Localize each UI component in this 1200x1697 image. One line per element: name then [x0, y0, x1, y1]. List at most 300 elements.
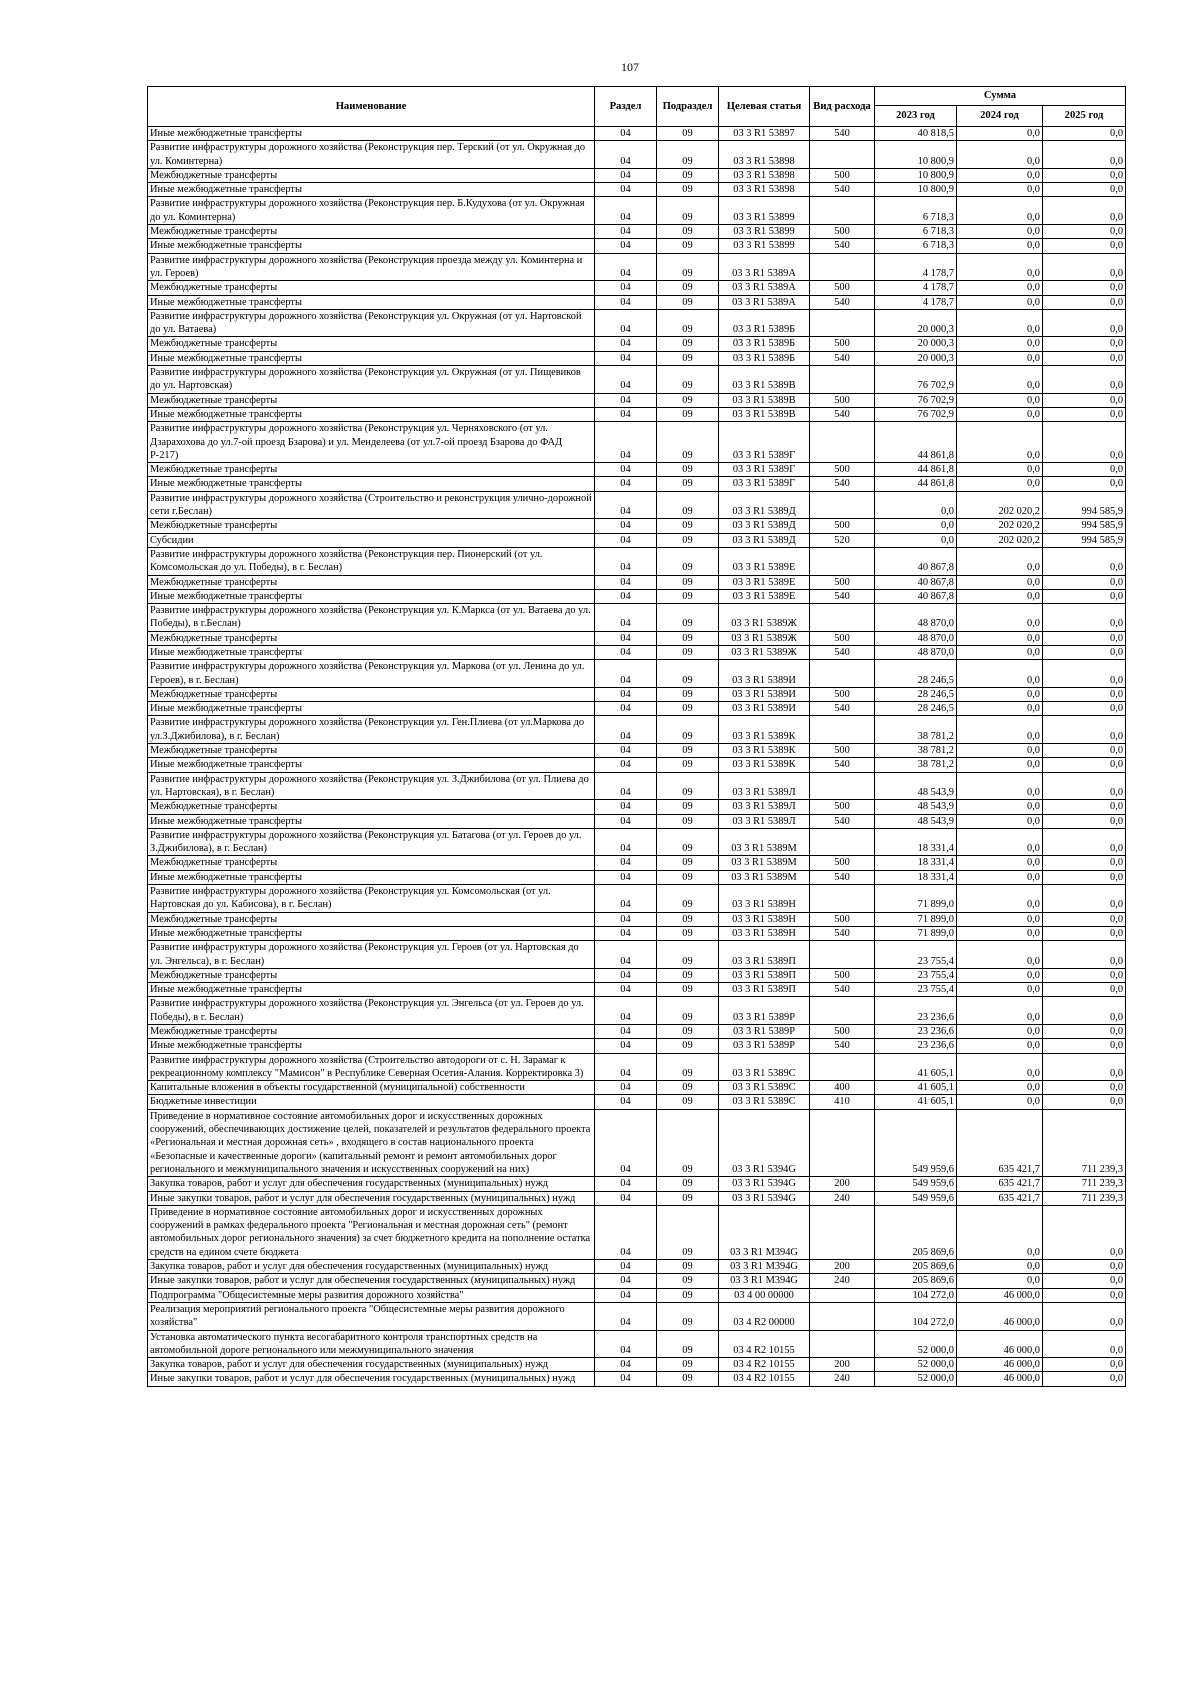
cell-2024: 0,0 [957, 983, 1043, 997]
cell-section: 04 [595, 968, 657, 982]
header-2024: 2024 год [957, 106, 1043, 127]
cell-2024: 0,0 [957, 463, 1043, 477]
cell-name: Развитие инфраструктуры дорожного хозяйства (Строительство и реконструкция улично-дорожной сети г.Беслан) [148, 491, 595, 519]
cell-2025: 0,0 [1043, 366, 1126, 394]
table-row [148, 1039, 1126, 1053]
cell-name: Иные межбюджетные трансферты [148, 589, 595, 603]
cell-name: Развитие инфраструктуры дорожного хозяйства (Реконструкция ул. Героев (от ул. Нартовская до ул. Энгельса), в г. Беслан) [148, 941, 595, 969]
table-row [148, 997, 1126, 1025]
cell-target: 03 3 R1 5389Д [719, 519, 810, 533]
cell-target: 03 3 R1 53899 [719, 239, 810, 253]
cell-section: 04 [595, 225, 657, 239]
cell-name: Развитие инфраструктуры дорожного хозяйства (Реконструкция ул. Ген.Плиева (от ул.Маркова до ул.З.Джибилова), в г. Беслан) [148, 716, 595, 744]
cell-target: 03 3 R1 53897 [719, 127, 810, 141]
table-row [148, 645, 1126, 659]
cell-kind: 540 [810, 351, 875, 365]
cell-2025: 0,0 [1043, 744, 1126, 758]
cell-2024: 0,0 [957, 422, 1043, 463]
cell-2024: 635 421,7 [957, 1191, 1043, 1205]
cell-subsection: 09 [657, 1288, 719, 1302]
cell-section: 04 [595, 645, 657, 659]
table-row [148, 197, 1126, 225]
cell-2024: 0,0 [957, 141, 1043, 169]
cell-2023: 205 869,6 [875, 1205, 957, 1259]
cell-2025: 0,0 [1043, 422, 1126, 463]
cell-target: 03 4 R2 10155 [719, 1372, 810, 1386]
cell-target: 03 3 R1 5389К [719, 744, 810, 758]
cell-2023: 4 178,7 [875, 253, 957, 281]
cell-2025: 0,0 [1043, 604, 1126, 632]
cell-section: 04 [595, 744, 657, 758]
cell-2024: 0,0 [957, 295, 1043, 309]
cell-target: 03 3 R1 5389К [719, 758, 810, 772]
header-2025: 2025 год [1043, 106, 1126, 127]
cell-section: 04 [595, 926, 657, 940]
cell-name: Межбюджетные трансферты [148, 168, 595, 182]
cell-2025: 0,0 [1043, 926, 1126, 940]
table-row [148, 183, 1126, 197]
cell-name: Капитальные вложения в объекты государственной (муниципальной) собственности [148, 1081, 595, 1095]
cell-subsection: 09 [657, 687, 719, 701]
header-target: Целевая статья [719, 87, 810, 127]
cell-2024: 0,0 [957, 604, 1043, 632]
cell-subsection: 09 [657, 800, 719, 814]
cell-subsection: 09 [657, 239, 719, 253]
cell-name: Иные закупки товаров, работ и услуг для обеспечения государственных (муниципальных) нужд [148, 1372, 595, 1386]
cell-subsection: 09 [657, 885, 719, 913]
cell-subsection: 09 [657, 1109, 719, 1176]
cell-name: Межбюджетные трансферты [148, 575, 595, 589]
cell-2023: 52 000,0 [875, 1372, 957, 1386]
cell-2023: 76 702,9 [875, 393, 957, 407]
cell-section: 04 [595, 912, 657, 926]
cell-2024: 0,0 [957, 1025, 1043, 1039]
cell-2024: 0,0 [957, 885, 1043, 913]
table-row [148, 1205, 1126, 1259]
cell-2024: 202 020,2 [957, 491, 1043, 519]
cell-section: 04 [595, 1330, 657, 1358]
cell-name: Иные межбюджетные трансферты [148, 407, 595, 421]
cell-target: 03 3 R1 5389Р [719, 1039, 810, 1053]
cell-subsection: 09 [657, 225, 719, 239]
table-row [148, 870, 1126, 884]
table-row [148, 281, 1126, 295]
table-row [148, 758, 1126, 772]
cell-kind: 540 [810, 239, 875, 253]
cell-2023: 23 755,4 [875, 968, 957, 982]
cell-subsection: 09 [657, 1372, 719, 1386]
cell-subsection: 09 [657, 814, 719, 828]
cell-2025: 0,0 [1043, 968, 1126, 982]
cell-2024: 0,0 [957, 183, 1043, 197]
cell-2023: 71 899,0 [875, 885, 957, 913]
cell-target: 03 3 R1 5389Г [719, 463, 810, 477]
cell-kind: 540 [810, 983, 875, 997]
cell-target: 03 3 R1 5389В [719, 366, 810, 394]
cell-2025: 0,0 [1043, 1260, 1126, 1274]
cell-2024: 202 020,2 [957, 519, 1043, 533]
cell-section: 04 [595, 716, 657, 744]
header-sum: Сумма [875, 87, 1126, 106]
table-row [148, 702, 1126, 716]
cell-kind [810, 1205, 875, 1259]
cell-target: 03 3 R1 5389Л [719, 814, 810, 828]
cell-section: 04 [595, 1302, 657, 1330]
cell-2025: 0,0 [1043, 1205, 1126, 1259]
cell-name: Межбюджетные трансферты [148, 856, 595, 870]
cell-2025: 0,0 [1043, 1302, 1126, 1330]
cell-2023: 6 718,3 [875, 197, 957, 225]
cell-2024: 202 020,2 [957, 533, 1043, 547]
cell-2023: 52 000,0 [875, 1358, 957, 1372]
cell-2025: 0,0 [1043, 547, 1126, 575]
cell-2024: 0,0 [957, 800, 1043, 814]
cell-section: 04 [595, 253, 657, 281]
cell-2024: 0,0 [957, 351, 1043, 365]
cell-2024: 46 000,0 [957, 1358, 1043, 1372]
cell-2025: 711 239,3 [1043, 1109, 1126, 1176]
cell-section: 04 [595, 604, 657, 632]
cell-name: Межбюджетные трансферты [148, 393, 595, 407]
cell-name: Развитие инфраструктуры дорожного хозяйства (Реконструкция ул. Черняховского (от ул. Дзарахохова до ул.7-ой проезд Бзарова) и ул. Менделеева (от ул.7-ой проезд Бзарова до ФАД Р-217) [148, 422, 595, 463]
cell-target: 03 3 R1 53898 [719, 168, 810, 182]
cell-2024: 0,0 [957, 814, 1043, 828]
cell-section: 04 [595, 337, 657, 351]
cell-name: Межбюджетные трансферты [148, 337, 595, 351]
cell-2023: 41 605,1 [875, 1095, 957, 1109]
cell-kind: 540 [810, 1039, 875, 1053]
cell-2024: 0,0 [957, 645, 1043, 659]
cell-name: Субсидии [148, 533, 595, 547]
cell-subsection: 09 [657, 856, 719, 870]
cell-name: Межбюджетные трансферты [148, 744, 595, 758]
cell-section: 04 [595, 393, 657, 407]
cell-kind: 500 [810, 281, 875, 295]
cell-kind: 400 [810, 1081, 875, 1095]
cell-subsection: 09 [657, 926, 719, 940]
cell-kind: 540 [810, 645, 875, 659]
cell-name: Закупка товаров, работ и услуг для обеспечения государственных (муниципальных) нужд [148, 1177, 595, 1191]
cell-2023: 6 718,3 [875, 239, 957, 253]
cell-target: 03 3 R1 5389М [719, 870, 810, 884]
cell-kind: 500 [810, 744, 875, 758]
cell-kind [810, 197, 875, 225]
cell-target: 03 3 R1 5389Б [719, 337, 810, 351]
table-row [148, 575, 1126, 589]
table-row [148, 716, 1126, 744]
cell-name: Установка автоматического пункта весогабаритного контроля транспортных средств на автомобильной дороге регионального или межмуниципального значения [148, 1330, 595, 1358]
table-row [148, 912, 1126, 926]
cell-subsection: 09 [657, 1358, 719, 1372]
table-row [148, 631, 1126, 645]
cell-section: 04 [595, 1177, 657, 1191]
cell-section: 04 [595, 1260, 657, 1274]
cell-2024: 46 000,0 [957, 1372, 1043, 1386]
table-row [148, 828, 1126, 856]
cell-2025: 0,0 [1043, 141, 1126, 169]
cell-name: Межбюджетные трансферты [148, 463, 595, 477]
cell-2025: 0,0 [1043, 407, 1126, 421]
cell-target: 03 3 R1 5389В [719, 393, 810, 407]
cell-section: 04 [595, 828, 657, 856]
cell-section: 04 [595, 885, 657, 913]
cell-kind: 240 [810, 1372, 875, 1386]
table-row [148, 141, 1126, 169]
cell-section: 04 [595, 800, 657, 814]
cell-2023: 40 867,8 [875, 575, 957, 589]
cell-2023: 549 959,6 [875, 1191, 957, 1205]
table-row [148, 253, 1126, 281]
cell-2025: 0,0 [1043, 631, 1126, 645]
cell-subsection: 09 [657, 366, 719, 394]
cell-2023: 48 543,9 [875, 814, 957, 828]
cell-target: 03 3 R1 5394G [719, 1177, 810, 1191]
cell-2023: 23 755,4 [875, 941, 957, 969]
cell-kind: 410 [810, 1095, 875, 1109]
cell-subsection: 09 [657, 645, 719, 659]
cell-2023: 48 870,0 [875, 631, 957, 645]
table-header [148, 87, 1126, 127]
table-row [148, 239, 1126, 253]
cell-name: Иные межбюджетные трансферты [148, 702, 595, 716]
cell-subsection: 09 [657, 1274, 719, 1288]
cell-name: Межбюджетные трансферты [148, 631, 595, 645]
table-row [148, 366, 1126, 394]
cell-subsection: 09 [657, 253, 719, 281]
cell-kind: 540 [810, 407, 875, 421]
cell-kind: 240 [810, 1274, 875, 1288]
cell-target: 03 4 00 00000 [719, 1288, 810, 1302]
cell-2024: 0,0 [957, 772, 1043, 800]
cell-subsection: 09 [657, 575, 719, 589]
cell-2024: 0,0 [957, 547, 1043, 575]
cell-section: 04 [595, 351, 657, 365]
table-row [148, 1330, 1126, 1358]
cell-2024: 0,0 [957, 744, 1043, 758]
cell-target: 03 3 R1 5389Ж [719, 645, 810, 659]
cell-section: 04 [595, 547, 657, 575]
cell-subsection: 09 [657, 491, 719, 519]
cell-2023: 52 000,0 [875, 1330, 957, 1358]
cell-2023: 20 000,3 [875, 351, 957, 365]
cell-2023: 28 246,5 [875, 660, 957, 688]
cell-kind: 500 [810, 337, 875, 351]
table-row [148, 885, 1126, 913]
cell-2024: 46 000,0 [957, 1288, 1043, 1302]
cell-2024: 0,0 [957, 309, 1043, 337]
cell-section: 04 [595, 772, 657, 800]
cell-name: Иные межбюджетные трансферты [148, 1039, 595, 1053]
cell-2025: 0,0 [1043, 1053, 1126, 1081]
cell-kind [810, 1288, 875, 1302]
table-row [148, 168, 1126, 182]
cell-2024: 0,0 [957, 253, 1043, 281]
cell-2025: 0,0 [1043, 941, 1126, 969]
cell-name: Развитие инфраструктуры дорожного хозяйства (Реконструкция ул. Батагова (от ул. Героев до ул. З.Джибилова), в г. Беслан) [148, 828, 595, 856]
cell-subsection: 09 [657, 660, 719, 688]
table-row [148, 1095, 1126, 1109]
table-row [148, 1081, 1126, 1095]
cell-target: 03 3 R1 5389Л [719, 772, 810, 800]
cell-target: 03 3 R1 5389Г [719, 422, 810, 463]
cell-subsection: 09 [657, 1260, 719, 1274]
table-row [148, 337, 1126, 351]
cell-subsection: 09 [657, 127, 719, 141]
cell-section: 04 [595, 1095, 657, 1109]
cell-2024: 0,0 [957, 337, 1043, 351]
cell-subsection: 09 [657, 997, 719, 1025]
cell-subsection: 09 [657, 941, 719, 969]
cell-2025: 0,0 [1043, 814, 1126, 828]
cell-target: 03 3 R1 М394G [719, 1205, 810, 1259]
cell-section: 04 [595, 1288, 657, 1302]
table-row [148, 1191, 1126, 1205]
cell-2023: 76 702,9 [875, 366, 957, 394]
cell-2023: 10 800,9 [875, 141, 957, 169]
cell-2025: 994 585,9 [1043, 491, 1126, 519]
cell-kind: 540 [810, 295, 875, 309]
cell-2023: 0,0 [875, 519, 957, 533]
cell-name: Развитие инфраструктуры дорожного хозяйства (Строительство автодороги от с. Н. Зарамаг к рекреационному комплексу "Мамисон" в Республике Северная Осетия-Алания. Корректировка 3) [148, 1053, 595, 1081]
cell-kind [810, 253, 875, 281]
cell-subsection: 09 [657, 407, 719, 421]
cell-name: Иные закупки товаров, работ и услуг для обеспечения государственных (муниципальных) нужд [148, 1191, 595, 1205]
cell-section: 04 [595, 533, 657, 547]
cell-2025: 0,0 [1043, 702, 1126, 716]
cell-section: 04 [595, 1081, 657, 1095]
cell-target: 03 4 R2 10155 [719, 1358, 810, 1372]
cell-2025: 0,0 [1043, 477, 1126, 491]
cell-kind [810, 716, 875, 744]
cell-2024: 46 000,0 [957, 1302, 1043, 1330]
cell-2023: 205 869,6 [875, 1260, 957, 1274]
cell-2025: 0,0 [1043, 225, 1126, 239]
cell-subsection: 09 [657, 1330, 719, 1358]
cell-2025: 0,0 [1043, 239, 1126, 253]
cell-kind: 200 [810, 1358, 875, 1372]
cell-2025: 0,0 [1043, 1025, 1126, 1039]
cell-2023: 549 959,6 [875, 1177, 957, 1191]
cell-2023: 48 870,0 [875, 645, 957, 659]
cell-target: 03 3 R1 5389Е [719, 547, 810, 575]
cell-2024: 0,0 [957, 393, 1043, 407]
cell-subsection: 09 [657, 309, 719, 337]
cell-subsection: 09 [657, 463, 719, 477]
cell-2023: 41 605,1 [875, 1053, 957, 1081]
table-row [148, 800, 1126, 814]
budget-table [147, 86, 1126, 1387]
cell-kind [810, 604, 875, 632]
table-row [148, 519, 1126, 533]
page-number: 107 [621, 60, 639, 74]
cell-name: Приведение в нормативное состояние автомобильных дорог и искусственных дорожных сооружений в рамках федерального проекта "Региональная и местная дорожная сеть" (ремонт автомобильных дорог регионального значения) за счет бюджетного кредита на пополнение остатка средств на едином счете бюджета [148, 1205, 595, 1259]
header-subsection: Подраздел [657, 87, 719, 127]
cell-target: 03 3 R1 5389Р [719, 1025, 810, 1039]
cell-2025: 0,0 [1043, 1095, 1126, 1109]
cell-section: 04 [595, 1039, 657, 1053]
table-row [148, 926, 1126, 940]
cell-2025: 0,0 [1043, 253, 1126, 281]
table-row [148, 477, 1126, 491]
cell-2023: 10 800,9 [875, 183, 957, 197]
cell-name: Развитие инфраструктуры дорожного хозяйства (Реконструкция пер. Пионерский (от ул. Комсомольская до ул. Победы), в г. Беслан) [148, 547, 595, 575]
cell-name: Иные закупки товаров, работ и услуг для обеспечения государственных (муниципальных) нужд [148, 1274, 595, 1288]
cell-section: 04 [595, 239, 657, 253]
cell-2023: 44 861,8 [875, 463, 957, 477]
cell-subsection: 09 [657, 477, 719, 491]
table-row [148, 589, 1126, 603]
table-row [148, 491, 1126, 519]
cell-2025: 0,0 [1043, 1274, 1126, 1288]
cell-2023: 4 178,7 [875, 295, 957, 309]
table-row [148, 309, 1126, 337]
header-2023: 2023 год [875, 106, 957, 127]
cell-2024: 0,0 [957, 1053, 1043, 1081]
cell-target: 03 3 R1 5389А [719, 295, 810, 309]
cell-subsection: 09 [657, 422, 719, 463]
cell-2023: 23 236,6 [875, 997, 957, 1025]
cell-kind [810, 772, 875, 800]
cell-subsection: 09 [657, 1205, 719, 1259]
cell-2023: 44 861,8 [875, 422, 957, 463]
cell-2024: 0,0 [957, 477, 1043, 491]
cell-2023: 104 272,0 [875, 1302, 957, 1330]
cell-kind: 500 [810, 393, 875, 407]
cell-kind [810, 422, 875, 463]
cell-section: 04 [595, 463, 657, 477]
cell-kind: 520 [810, 533, 875, 547]
table-row [148, 814, 1126, 828]
cell-2025: 0,0 [1043, 197, 1126, 225]
table-row [148, 351, 1126, 365]
cell-name: Развитие инфраструктуры дорожного хозяйства (Реконструкция пер. Б.Кудухова (от ул. Окружная до ул. Коминтерна) [148, 197, 595, 225]
cell-section: 04 [595, 407, 657, 421]
cell-section: 04 [595, 687, 657, 701]
cell-name: Развитие инфраструктуры дорожного хозяйства (Реконструкция ул. Окружная (от ул. Пищевиков до ул. Нартовская) [148, 366, 595, 394]
cell-2023: 38 781,2 [875, 758, 957, 772]
cell-target: 03 3 R1 5389Р [719, 997, 810, 1025]
table-row [148, 604, 1126, 632]
cell-section: 04 [595, 295, 657, 309]
cell-2025: 0,0 [1043, 1039, 1126, 1053]
cell-2024: 0,0 [957, 366, 1043, 394]
cell-subsection: 09 [657, 1191, 719, 1205]
cell-2023: 76 702,9 [875, 407, 957, 421]
cell-name: Развитие инфраструктуры дорожного хозяйства (Реконструкция ул. Энгельса (от ул. Героев до ул. Победы), в г. Беслан) [148, 997, 595, 1025]
table-row [148, 744, 1126, 758]
cell-section: 04 [595, 491, 657, 519]
cell-2025: 0,0 [1043, 912, 1126, 926]
cell-2024: 0,0 [957, 870, 1043, 884]
cell-target: 03 3 R1 5394G [719, 1191, 810, 1205]
cell-section: 04 [595, 366, 657, 394]
cell-subsection: 09 [657, 631, 719, 645]
cell-2025: 0,0 [1043, 997, 1126, 1025]
cell-section: 04 [595, 1053, 657, 1081]
cell-section: 04 [595, 575, 657, 589]
cell-2024: 0,0 [957, 1205, 1043, 1259]
cell-subsection: 09 [657, 197, 719, 225]
cell-kind: 500 [810, 575, 875, 589]
cell-section: 04 [595, 519, 657, 533]
cell-target: 03 3 R1 5389И [719, 660, 810, 688]
cell-name: Межбюджетные трансферты [148, 281, 595, 295]
cell-section: 04 [595, 814, 657, 828]
cell-kind: 500 [810, 1025, 875, 1039]
cell-section: 04 [595, 422, 657, 463]
cell-2024: 0,0 [957, 968, 1043, 982]
cell-subsection: 09 [657, 702, 719, 716]
